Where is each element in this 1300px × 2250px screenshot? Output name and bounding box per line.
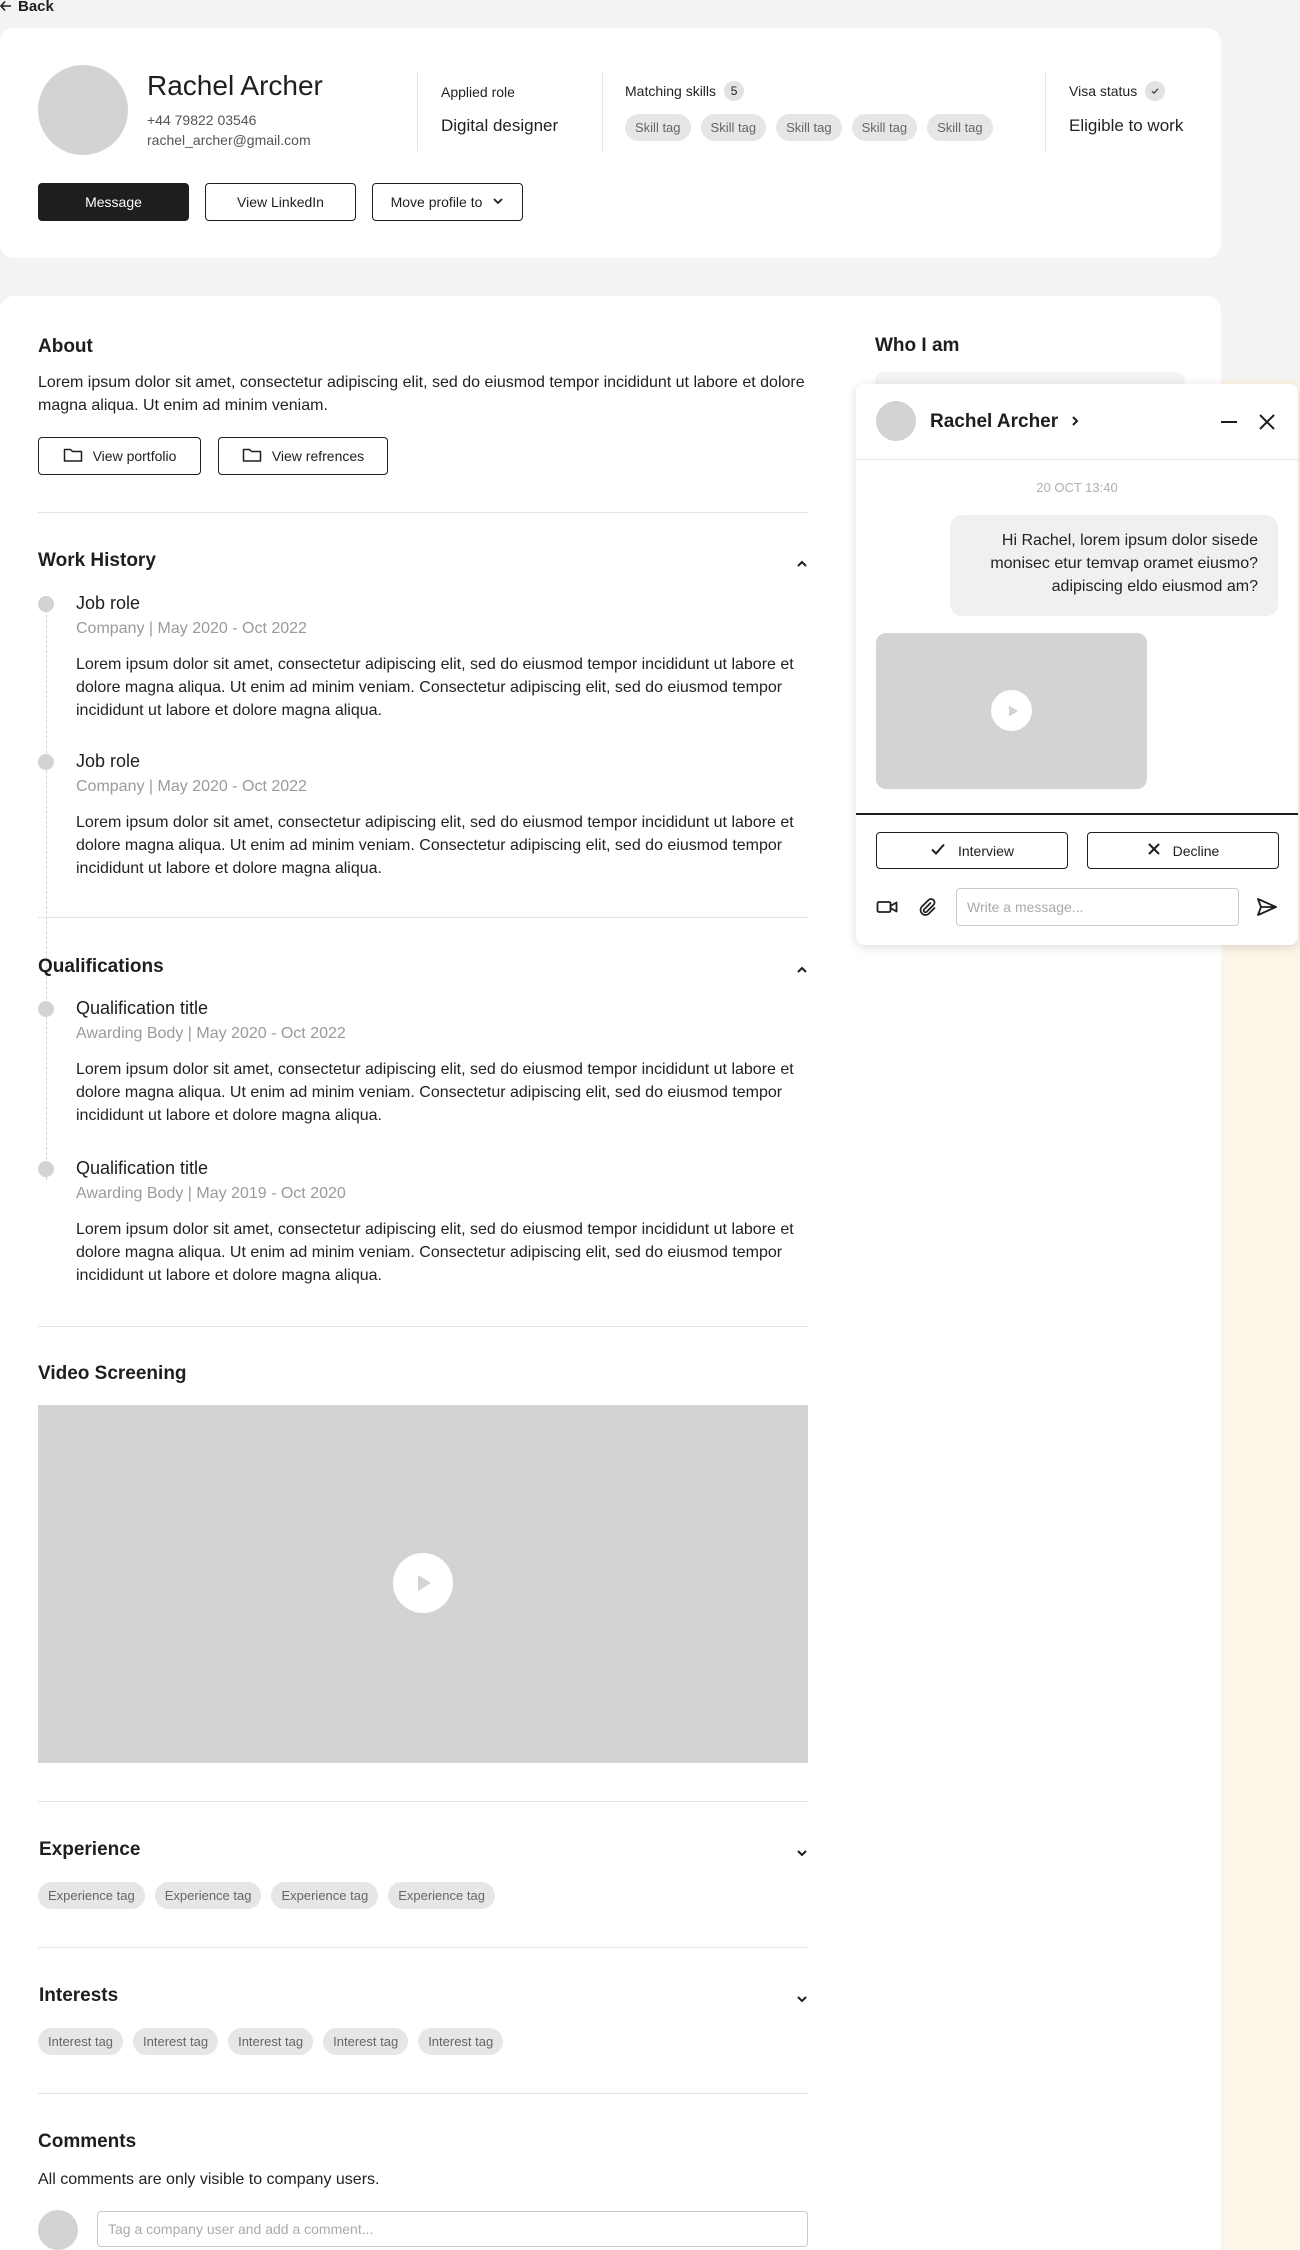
divider — [1045, 71, 1046, 151]
comment-input[interactable] — [97, 2211, 808, 2247]
avatar — [38, 65, 128, 155]
skill-tag: Skill tag — [852, 114, 918, 141]
send-icon[interactable] — [1256, 896, 1278, 918]
timeline-line — [46, 610, 47, 1180]
chat-timestamp: 20 OCT 13:40 — [1036, 480, 1118, 495]
video-camera-icon[interactable] — [876, 896, 898, 918]
chevron-up-icon[interactable] — [795, 963, 809, 977]
skill-tag: Skill tag — [625, 114, 691, 141]
interest-tag: Interest tag — [228, 2028, 313, 2055]
move-profile-dropdown[interactable]: Move profile to — [372, 183, 523, 221]
comments-note: All comments are only visible to company users. — [38, 2171, 380, 2188]
chevron-up-icon[interactable] — [795, 557, 809, 571]
who-i-am-title: Who I am — [875, 335, 960, 356]
view-linkedin-button[interactable]: View LinkedIn — [205, 183, 356, 221]
section-divider — [38, 1801, 808, 1802]
timeline-dot — [38, 754, 54, 770]
back-label: Back — [18, 0, 54, 15]
job-description: Lorem ipsum dolor sit amet, consectetur adipiscing elit, sed do eiusmod tempor incididunt ut labore et dolore magna aliqua. Ut enim ad minim veniam. Consectetur adipiscing elit, sed do eiusmod tempor incididunt ut labore et dolore magna aliqua. — [76, 814, 794, 877]
message-button[interactable]: Message — [38, 183, 189, 221]
skill-tag: Skill tag — [701, 114, 767, 141]
avatar — [876, 401, 916, 441]
qualification-title: Qualification title — [76, 1158, 209, 1178]
skill-tag: Skill tag — [776, 114, 842, 141]
view-portfolio-button[interactable]: View portfolio — [38, 437, 201, 475]
visa-status-label: Visa status — [1069, 81, 1165, 101]
timeline-dot — [38, 1161, 54, 1177]
minimize-icon[interactable] — [1218, 411, 1240, 433]
about-title: About — [38, 336, 93, 357]
interest-tags — [38, 2028, 503, 2055]
chevron-right-icon — [1070, 411, 1080, 433]
skill-tag: Skill tag — [927, 114, 993, 141]
section-divider — [38, 917, 808, 918]
chevron-down-icon — [492, 194, 504, 210]
check-icon — [930, 842, 946, 859]
chevron-down-icon[interactable] — [795, 1846, 809, 1860]
qualification-title: Qualification title — [76, 998, 209, 1018]
candidate-name: Rachel Archer — [147, 70, 323, 101]
paperclip-icon[interactable] — [916, 896, 938, 918]
applied-role-label: Applied role — [441, 84, 515, 100]
experience-tag: Experience tag — [388, 1882, 495, 1909]
qualification-description: Lorem ipsum dolor sit amet, consectetur adipiscing elit, sed do eiusmod tempor incididunt ut labore et dolore magna aliqua. Ut enim ad minim veniam. Consectetur adipiscing elit, sed do eiusmod tempor incididunt ut labore et dolore magna aliqua. — [76, 1221, 794, 1284]
qualification-description: Lorem ipsum dolor sit amet, consectetur adipiscing elit, sed do eiusmod tempor incididunt ut labore et dolore magna aliqua. Ut enim ad minim veniam. Consectetur adipiscing elit, sed do eiusmod tempor incididunt ut labore et dolore magna aliqua. — [76, 1061, 794, 1124]
timeline-dot — [38, 596, 54, 612]
interest-tag: Interest tag — [323, 2028, 408, 2055]
experience-tag: Experience tag — [271, 1882, 378, 1909]
job-company-dates: Company | May 2020 - Oct 2022 — [76, 620, 307, 637]
applied-role-value: Digital designer — [441, 116, 559, 135]
matching-skills-count: 5 — [724, 81, 744, 101]
play-icon[interactable] — [991, 690, 1032, 731]
matching-skills-label: Matching skills 5 — [625, 81, 744, 101]
comments-title: Comments — [38, 2131, 137, 2152]
close-icon[interactable] — [1256, 411, 1278, 433]
visa-status-value: Eligible to work — [1069, 116, 1184, 135]
section-divider — [38, 1947, 808, 1948]
chevron-down-icon[interactable] — [795, 1992, 809, 2006]
interests-title: Interests — [39, 1985, 119, 2006]
chat-message-bubble: Hi Rachel, lorem ipsum dolor sisede monisec etur temvap oramet eiusmo? adipiscing eldo eiusmod am? — [950, 515, 1278, 616]
experience-tag: Experience tag — [155, 1882, 262, 1909]
about-text: Lorem ipsum dolor sit amet, consectetur adipiscing elit, sed do eiusmod tempor incididunt ut labore et dolore magna aliqua. Ut enim ad minim veniam. — [38, 374, 805, 414]
divider — [417, 71, 418, 151]
chat-message-input[interactable] — [956, 888, 1239, 926]
section-divider — [38, 512, 808, 513]
interest-tag: Interest tag — [418, 2028, 503, 2055]
interest-tag: Interest tag — [38, 2028, 123, 2055]
chat-header-divider — [856, 459, 1298, 460]
candidate-email: rachel_archer@gmail.com — [147, 132, 311, 148]
skill-tags — [625, 114, 993, 141]
experience-tags — [38, 1882, 495, 1909]
job-role-title: Job role — [76, 593, 141, 613]
job-company-dates: Company | May 2020 - Oct 2022 — [76, 778, 307, 795]
close-icon — [1147, 842, 1161, 859]
interview-button[interactable]: Interview — [876, 832, 1068, 869]
section-divider — [38, 2093, 808, 2094]
qualification-body-dates: Awarding Body | May 2020 - Oct 2022 — [76, 1025, 346, 1042]
back-link[interactable] — [0, 0, 54, 14]
job-description: Lorem ipsum dolor sit amet, consectetur adipiscing elit, sed do eiusmod tempor incididunt ut labore et dolore magna aliqua. Ut enim ad minim veniam. Consectetur adipiscing elit, sed do eiusmod tempor incididunt ut labore et dolore magna aliqua. — [76, 656, 794, 719]
check-icon — [1145, 81, 1165, 101]
qualification-body-dates: Awarding Body | May 2019 - Oct 2020 — [76, 1185, 346, 1202]
candidate-phone: +44 79822 03546 — [147, 112, 257, 128]
section-divider — [38, 1326, 808, 1327]
view-references-button[interactable]: View refrences — [218, 437, 388, 475]
play-icon[interactable] — [393, 1553, 453, 1613]
chat-divider — [856, 813, 1298, 815]
folder-icon — [242, 447, 262, 466]
video-screening-title: Video Screening — [38, 1363, 187, 1384]
experience-tag: Experience tag — [38, 1882, 145, 1909]
chat-contact-name[interactable]: Rachel Archer — [930, 411, 1080, 433]
qualifications-title: Qualifications — [38, 956, 164, 977]
folder-icon — [63, 447, 83, 466]
timeline-dot — [38, 1001, 54, 1017]
experience-title: Experience — [39, 1839, 141, 1860]
job-role-title: Job role — [76, 751, 141, 771]
arrow-left-icon — [0, 0, 12, 14]
avatar — [38, 2210, 78, 2250]
work-history-title: Work History — [38, 550, 156, 571]
chat-video-attachment[interactable] — [876, 633, 1147, 789]
profile-header-card — [0, 28, 1221, 258]
video-screening-player[interactable] — [38, 1405, 808, 1763]
chat-window — [856, 384, 1298, 945]
decline-button[interactable]: Decline — [1087, 832, 1279, 869]
divider — [602, 71, 603, 151]
interest-tag: Interest tag — [133, 2028, 218, 2055]
